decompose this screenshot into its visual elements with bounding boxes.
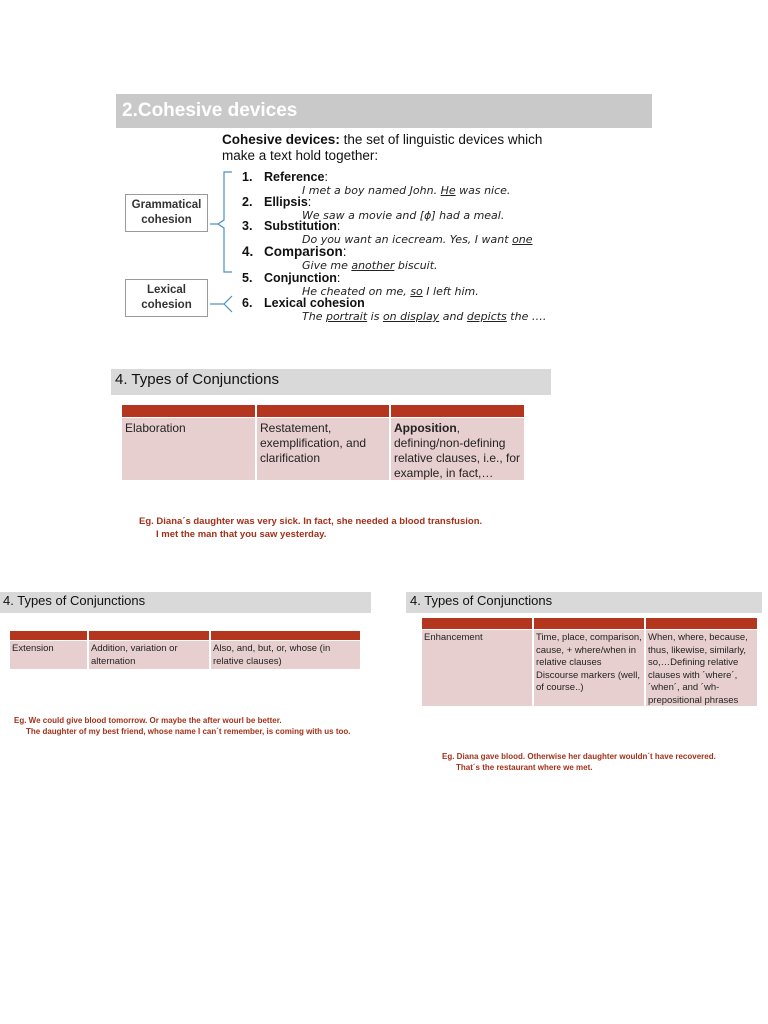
elab-meaning-cell: Restatement, exemplification, and clarification — [257, 418, 389, 480]
item-number: 2. — [242, 195, 253, 209]
elab-example-2: I met the man that you saw yesterday. — [156, 529, 327, 540]
ext-example-2: The daughter of my best friend, whose name I can´t remember, is coming with us too. — [26, 727, 351, 736]
apposition-label: Apposition — [394, 421, 457, 435]
example-text-end: the …. — [506, 310, 547, 323]
cohesion-braces — [210, 168, 240, 318]
item-number: 6. — [242, 296, 253, 310]
example-text-end: biscuit. — [394, 259, 438, 272]
item-head: Ellipsis — [264, 195, 308, 209]
example-text: He cheated on me, — [302, 285, 411, 298]
enh-header-cell-2 — [534, 618, 644, 629]
ext-header-cell-3 — [211, 631, 360, 640]
cohesive-item-substitution — [242, 219, 572, 244]
elab-examples-text: , defining/non-defining relative clauses, i.e., for example, in fact,… — [394, 421, 521, 480]
lexical-brace — [224, 296, 232, 312]
ext-examples-cell: Also, and, but, or, whose (in relative clauses) — [211, 641, 360, 669]
example-underlined: one — [512, 233, 533, 246]
enh-example-1: Eg. Diana gave blood. Otherwise her daughter wouldn´t have recovered. — [442, 752, 716, 761]
item-number: 3. — [242, 219, 253, 233]
item-head: Lexical cohesion — [264, 296, 365, 310]
example-text: Do you want an icecream. Yes, I want — [302, 233, 513, 246]
example-text: is — [367, 310, 383, 323]
example-text-end: I left him. — [422, 285, 479, 298]
lexical-cohesion-box: Lexical cohesion — [125, 279, 208, 317]
cohesive-definition — [222, 132, 552, 164]
extension-section-title: 4. Types of Conjunctions — [3, 593, 146, 608]
example-underlined-depicts: depicts — [466, 310, 507, 323]
example-text: We saw a movie and [ϕ] had a meal. — [302, 209, 505, 222]
example-text: and — [439, 310, 467, 323]
item-number: 4. — [242, 244, 254, 259]
item-colon: : — [336, 219, 341, 233]
example-text: The — [302, 310, 326, 323]
enhancement-section-title: 4. Types of Conjunctions — [410, 593, 553, 608]
item-head: Conjunction — [264, 271, 337, 285]
ext-example-1: Eg. We could give blood tomorrow. Or maybe the after wourl be better. — [14, 716, 282, 725]
definition-text: the set of linguistic devices which make a text hold together: — [222, 132, 543, 163]
enh-meaning-cell: Time, place, comparison, cause, + where/when in relative clauses Discourse markers (well, of course..) — [534, 630, 644, 706]
item-head: Comparison — [264, 244, 343, 259]
item-head: Substitution — [264, 219, 337, 233]
cohesive-devices-title: 2.Cohesive devices — [122, 100, 298, 121]
example-underlined: another — [351, 259, 395, 272]
ext-meaning-cell: Addition, variation or alternation — [89, 641, 209, 669]
elab-header-cell-1 — [122, 405, 255, 417]
example-underlined-portrait: portrait — [325, 310, 368, 323]
example-underlined: He — [440, 184, 456, 197]
grammatical-brace — [218, 172, 232, 272]
cohesive-item-lexical — [242, 296, 572, 323]
example-underlined-display: on display — [382, 310, 440, 323]
enh-examples-cell: When, where, because, thus, likewise, similarly, so,…Defining relative clauses with ´where´, ´when´, and ´wh-prepositional phrases — [646, 630, 757, 706]
item-head: Reference — [264, 170, 325, 184]
example-underlined: so — [410, 285, 423, 298]
item-colon: : — [342, 244, 347, 259]
enh-example-2: That´s the restaurant where we met. — [456, 763, 593, 772]
grammatical-cohesion-box: Grammatical cohesion — [125, 194, 208, 232]
ext-header-cell-1 — [10, 631, 87, 640]
enh-header-cell-1 — [422, 618, 532, 629]
ext-header-cell-2 — [89, 631, 209, 640]
cohesive-item-conjunction — [242, 271, 572, 296]
item-colon: : — [336, 271, 341, 285]
item-number: 1. — [242, 170, 253, 184]
cohesive-item-ellipsis — [242, 195, 572, 222]
enh-header-cell-3 — [646, 618, 757, 629]
item-colon: : — [324, 170, 328, 184]
item-example — [242, 310, 572, 323]
item-colon: : — [307, 195, 312, 209]
cohesive-item-reference — [242, 170, 572, 195]
cohesive-items-list — [242, 170, 572, 323]
elab-example-1: Eg. Diana´s daughter was very sick. In fact, she needed a blood transfusion. — [139, 516, 483, 527]
elab-examples-cell — [391, 418, 524, 480]
ext-type-cell: Extension — [10, 641, 87, 669]
definition-label: Cohesive devices: — [222, 132, 340, 147]
elab-type-cell: Elaboration — [122, 418, 255, 480]
elab-header-cell-2 — [257, 405, 389, 417]
item-number: 5. — [242, 271, 253, 285]
example-text: I met a boy named John. — [302, 184, 441, 197]
example-text: Give me — [302, 259, 352, 272]
elab-header-cell-3 — [391, 405, 524, 417]
enh-type-cell: Enhancement — [422, 630, 532, 706]
cohesive-item-comparison — [242, 244, 572, 271]
example-text-end: was nice. — [455, 184, 511, 197]
elaboration-section-title: 4. Types of Conjunctions — [115, 371, 279, 388]
